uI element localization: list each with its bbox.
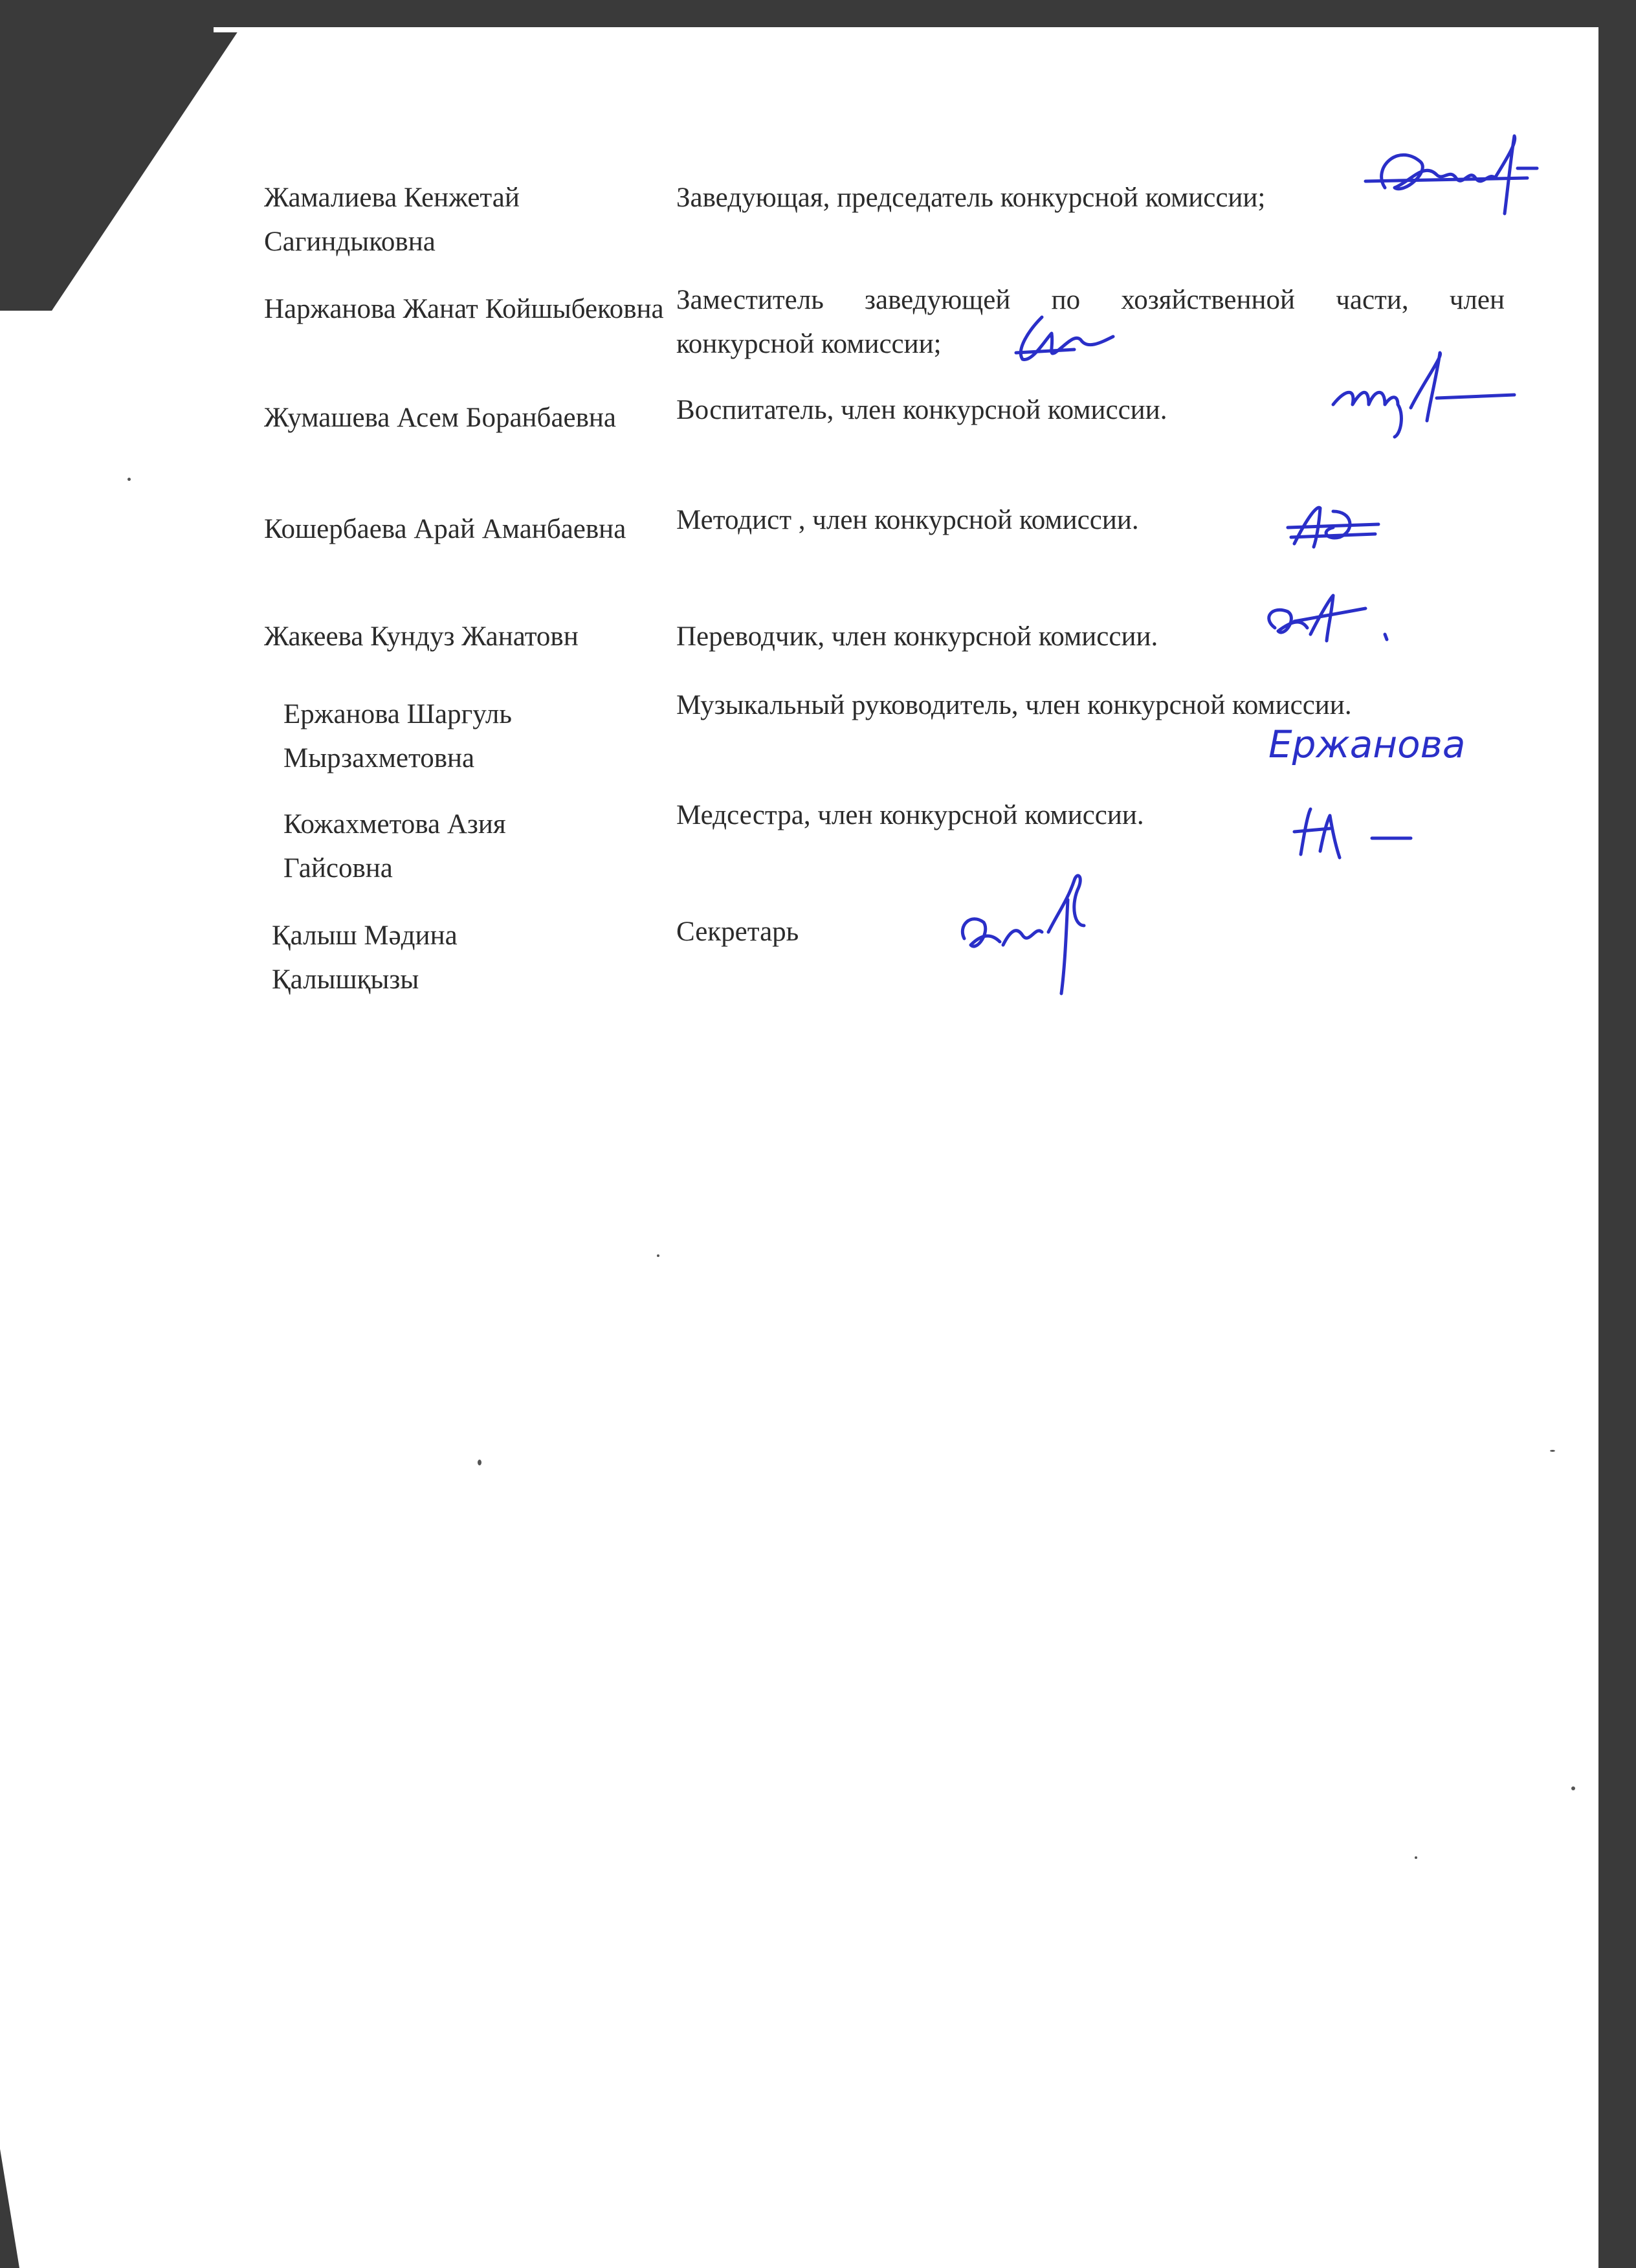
member-name: Жакеева Кундуз Жанатовн xyxy=(264,621,579,652)
member-role: Переводчик, член конкурсной комиссии. xyxy=(676,621,1158,652)
member-role-line: Заместитель заведующей по хозяйственной части, член xyxy=(676,285,1505,315)
signature-zhamalieva xyxy=(1359,117,1553,233)
scan-speck xyxy=(1571,1786,1575,1790)
signature-zhakeeva xyxy=(1255,583,1411,654)
signature-kosherbaeva xyxy=(1281,492,1398,557)
signature-zhumasheva xyxy=(1327,343,1527,440)
member-role: Методист , член конкурсной комиссии. xyxy=(676,505,1139,535)
scan-speck xyxy=(1415,1856,1417,1859)
scan-speck xyxy=(478,1460,481,1465)
member-name: Қалыш Мәдина Қалышқызы xyxy=(272,920,458,995)
signature-erzhanova xyxy=(1262,712,1501,783)
member-name: Кошербаева Арай Аманбаевна xyxy=(264,514,626,544)
member-name: Жумашева Асем Боранбаевна xyxy=(264,403,617,433)
member-name: Ержанова Шаргуль Мырзахметовна xyxy=(283,699,512,773)
member-role-line: конкурсной комиссии; xyxy=(676,329,942,359)
signature-text: Ержанова xyxy=(1268,722,1466,766)
member-role: Музыкальный руководитель, член конкурсной комиссии. xyxy=(676,690,1352,720)
scan-speck xyxy=(1550,1450,1555,1452)
member-name: Жамалиева Кенжетай Сагиндыковна xyxy=(264,183,520,257)
signature-kozhakhmetova xyxy=(1281,796,1424,867)
member-role: Секретарь xyxy=(676,917,799,947)
member-name: Кожахметова Азия Гайсовна xyxy=(283,809,506,884)
scan-speck xyxy=(127,478,131,481)
member-role: Заведующая, председатель конкурсной комиссии; xyxy=(676,183,1266,213)
member-role: Медсестра, член конкурсной комиссии. xyxy=(676,800,1144,830)
signature-kalysh xyxy=(945,861,1120,1010)
scan-speck xyxy=(657,1254,659,1257)
member-role: Воспитатель, член конкурсной комиссии. xyxy=(676,395,1167,425)
signature-narzhanova xyxy=(1003,304,1133,375)
member-name: Наржанова Жанат Койшыбековна xyxy=(264,294,664,324)
